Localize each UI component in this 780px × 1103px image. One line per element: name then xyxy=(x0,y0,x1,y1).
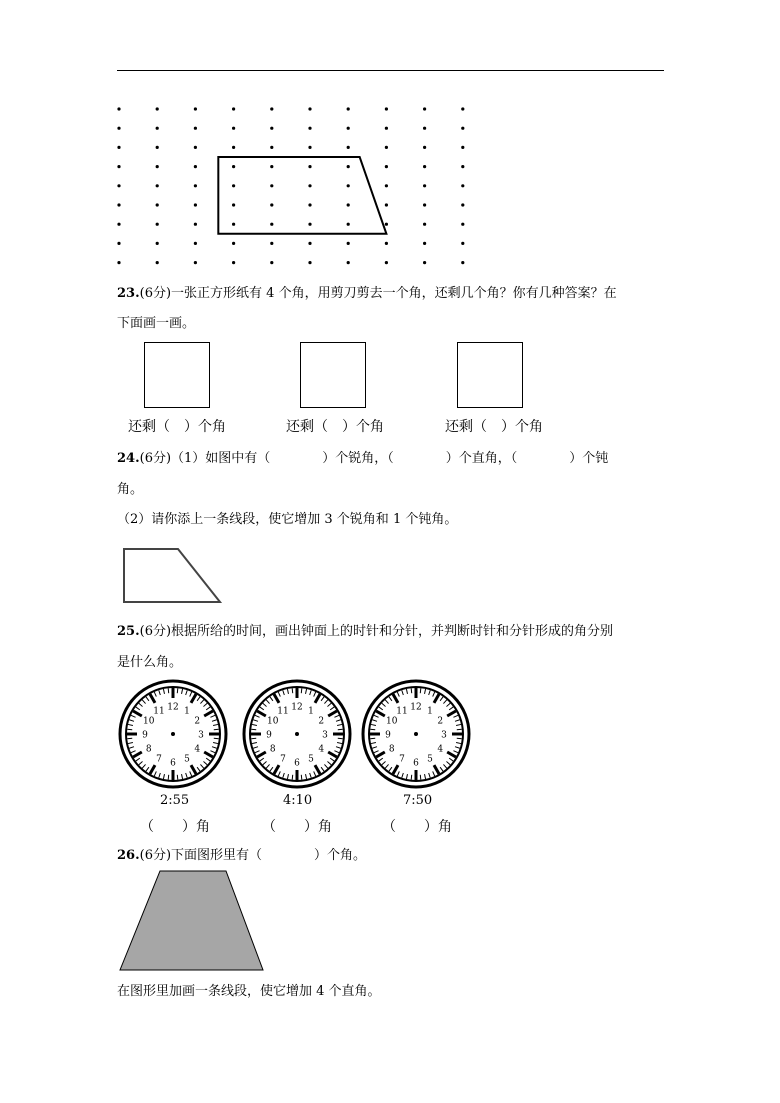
grid-dot xyxy=(117,223,120,226)
q26-trapezoid xyxy=(118,867,268,972)
clock-number: 7 xyxy=(156,754,162,765)
q24-text: (6分)（1）如图中有（ ）个锐角，（ ）个直角，（ ）个钝 xyxy=(139,451,609,466)
grid-dot xyxy=(117,165,120,168)
grid-dot xyxy=(270,242,273,245)
grid-dot xyxy=(385,223,388,226)
clock-number: 2 xyxy=(437,716,444,727)
clock-center-dot xyxy=(171,732,175,736)
grid-dot xyxy=(232,203,235,206)
grid-dot xyxy=(156,184,159,187)
grid-dot xyxy=(308,146,311,149)
minute-tick xyxy=(168,688,169,693)
grid-dot xyxy=(308,165,311,168)
grid-dot xyxy=(423,107,426,110)
grid-dot xyxy=(461,203,464,206)
clock-face-2 xyxy=(242,679,352,789)
clock-number: 5 xyxy=(184,754,190,765)
q26-line2: 在图形里加画一条线段，使它增加 4 个直角。 xyxy=(117,984,381,999)
minute-tick xyxy=(177,688,178,693)
minute-tick xyxy=(370,738,375,739)
minute-tick xyxy=(411,688,412,693)
clock-number: 5 xyxy=(308,754,314,765)
grid-dot xyxy=(461,184,464,187)
grid-dot xyxy=(117,146,120,149)
q25-answer-2: （ ）角 xyxy=(262,819,332,835)
minute-tick xyxy=(127,729,132,730)
grid-dot xyxy=(156,223,159,226)
clock-number: 10 xyxy=(267,716,279,727)
q25-text: (6分)根据所给的时间，画出钟面上的时针和分针，并判断时针和分针形成的角分别 xyxy=(139,624,614,639)
minute-tick xyxy=(214,729,219,730)
minute-tick xyxy=(177,775,178,780)
q25-answer-1: （ ）角 xyxy=(140,819,210,835)
clock-number: 1 xyxy=(427,706,433,717)
grid-dot xyxy=(308,223,311,226)
q24-line3: （2）请你添上一条线段，使它增加 3 个锐角和 1 个钝角。 xyxy=(117,512,458,527)
grid-dot xyxy=(385,242,388,245)
clock-number: 11 xyxy=(396,706,408,717)
grid-dot xyxy=(308,242,311,245)
minute-tick xyxy=(292,688,293,693)
grid-dot xyxy=(232,146,235,149)
grid-dot xyxy=(232,184,235,187)
grid-dot xyxy=(117,242,120,245)
clock-face-1 xyxy=(118,679,228,789)
time-label-2: 4:10 xyxy=(283,793,313,808)
clock-number: 7 xyxy=(399,754,405,765)
time-label-1: 2:55 xyxy=(160,793,190,808)
q24-line1 xyxy=(117,451,608,467)
q23-text: (6分)一张正方形纸有 4 个角，用剪刀剪去一个角，还剩几个角？你有几种答案？在 xyxy=(139,286,617,301)
grid-dot xyxy=(308,127,311,130)
clock-number: 3 xyxy=(322,730,328,741)
grid-dot xyxy=(270,127,273,130)
q24-number: 24. xyxy=(117,451,140,466)
clock-number: 3 xyxy=(198,730,204,741)
clock-number: 8 xyxy=(388,744,395,755)
minute-tick xyxy=(251,729,256,730)
grid-dot xyxy=(385,261,388,264)
grid-dot xyxy=(232,165,235,168)
clock-number: 8 xyxy=(145,744,152,755)
minute-tick xyxy=(292,775,293,780)
minute-tick xyxy=(168,775,169,780)
grid-dot xyxy=(270,165,273,168)
grid-dot xyxy=(423,261,426,264)
clock-number: 9 xyxy=(142,730,148,741)
square-3 xyxy=(457,342,523,408)
grid-dot xyxy=(347,223,350,226)
clock-number: 11 xyxy=(153,706,165,717)
grid-dot xyxy=(194,127,197,130)
clock-number: 12 xyxy=(167,702,179,713)
grid-dot xyxy=(117,127,120,130)
grid-dot xyxy=(156,165,159,168)
grid-dot xyxy=(156,146,159,149)
q25-line1 xyxy=(117,624,613,640)
minute-tick xyxy=(214,738,219,739)
grid-dot xyxy=(347,184,350,187)
q25-line2: 是什么角。 xyxy=(117,655,183,670)
minute-tick xyxy=(420,688,421,693)
grid-dot xyxy=(347,146,350,149)
grid-dot xyxy=(423,127,426,130)
grid-dot xyxy=(347,107,350,110)
q24-quadrilateral xyxy=(120,545,230,610)
minute-tick xyxy=(301,688,302,693)
q23-number: 23. xyxy=(117,286,140,301)
grid-dot xyxy=(308,107,311,110)
grid-dot xyxy=(232,261,235,264)
grid-dot xyxy=(385,203,388,206)
grid-dot xyxy=(308,261,311,264)
grid-dot xyxy=(156,242,159,245)
grid-dot xyxy=(347,261,350,264)
q23-answer-2: 还剩（ ）个角 xyxy=(286,419,384,435)
clock-number: 9 xyxy=(385,730,391,741)
clock-number: 1 xyxy=(308,706,314,717)
clock-number: 12 xyxy=(291,702,303,713)
grid-dot xyxy=(270,146,273,149)
clock-number: 10 xyxy=(386,716,398,727)
grid-dot xyxy=(194,203,197,206)
clock-center-dot xyxy=(295,732,299,736)
grid-dot xyxy=(308,203,311,206)
clock-face-3 xyxy=(361,679,471,789)
grid-dot xyxy=(232,107,235,110)
grid-dot xyxy=(270,107,273,110)
grid-dot xyxy=(423,184,426,187)
grid-dot xyxy=(232,127,235,130)
grid-dot xyxy=(232,223,235,226)
grid-dot xyxy=(347,165,350,168)
q26-number: 26. xyxy=(117,848,140,863)
grid-dot xyxy=(117,261,120,264)
clock-number: 6 xyxy=(294,758,300,769)
clock-number: 2 xyxy=(194,716,201,727)
minute-tick xyxy=(457,729,462,730)
grid-dot xyxy=(385,165,388,168)
grid-dot xyxy=(461,146,464,149)
grid-dot xyxy=(423,165,426,168)
grid-dot xyxy=(461,107,464,110)
header-rule xyxy=(117,70,664,71)
grid-dot xyxy=(423,223,426,226)
q24-line2: 角。 xyxy=(117,482,144,497)
grid-dot xyxy=(194,184,197,187)
q26-text: (6分)下面图形里有（ ）个角。 xyxy=(139,848,367,863)
grid-dot xyxy=(385,127,388,130)
clock-number: 11 xyxy=(277,706,289,717)
time-label-3: 7:50 xyxy=(403,793,433,808)
grid-dot xyxy=(461,223,464,226)
grid-dot xyxy=(194,261,197,264)
clock-number: 4 xyxy=(318,744,325,755)
q23-line2: 下面画一画。 xyxy=(117,316,196,331)
clock-number: 8 xyxy=(269,744,276,755)
minute-tick xyxy=(411,775,412,780)
grid-dot xyxy=(270,261,273,264)
q23-answer-3: 还剩（ ）个角 xyxy=(445,419,543,435)
clock-number: 5 xyxy=(427,754,433,765)
minute-tick xyxy=(251,738,256,739)
grid-dot xyxy=(194,165,197,168)
q23-answer-1: 还剩（ ）个角 xyxy=(128,419,226,435)
minute-tick xyxy=(127,738,132,739)
grid-dot xyxy=(461,165,464,168)
dot-grid-trapezoid xyxy=(218,157,386,234)
grid-dot xyxy=(423,146,426,149)
minute-tick xyxy=(457,738,462,739)
clock-number: 10 xyxy=(143,716,155,727)
dot-grid-figure xyxy=(110,100,470,260)
grid-dot xyxy=(156,261,159,264)
q25-number: 25. xyxy=(117,624,140,639)
square-1 xyxy=(144,342,210,408)
grid-dot xyxy=(385,107,388,110)
grid-dot xyxy=(423,203,426,206)
minute-tick xyxy=(370,729,375,730)
clock-center-dot xyxy=(414,732,418,736)
grid-dot xyxy=(385,184,388,187)
grid-dot xyxy=(156,107,159,110)
grid-dot xyxy=(347,127,350,130)
minute-tick xyxy=(338,738,343,739)
clock-number: 6 xyxy=(170,758,176,769)
minute-tick xyxy=(301,775,302,780)
grid-dot xyxy=(308,184,311,187)
square-2 xyxy=(300,342,366,408)
grid-dot xyxy=(194,146,197,149)
q23-line1 xyxy=(117,286,617,302)
grid-dot xyxy=(194,242,197,245)
grid-dot xyxy=(117,107,120,110)
minute-tick xyxy=(338,729,343,730)
grid-dot xyxy=(156,127,159,130)
grid-dot xyxy=(194,223,197,226)
clock-number: 6 xyxy=(413,758,419,769)
grid-dot xyxy=(117,184,120,187)
clock-number: 3 xyxy=(441,730,447,741)
grid-dot xyxy=(156,203,159,206)
grid-dot xyxy=(423,242,426,245)
grid-dot xyxy=(117,203,120,206)
grid-dot xyxy=(194,107,197,110)
grid-dot xyxy=(347,242,350,245)
grid-dot xyxy=(461,261,464,264)
grid-dot xyxy=(385,146,388,149)
grid-dot xyxy=(270,203,273,206)
grid-dot xyxy=(461,242,464,245)
grid-dot xyxy=(270,184,273,187)
clock-number: 4 xyxy=(194,744,201,755)
clock-number: 9 xyxy=(266,730,272,741)
clock-number: 4 xyxy=(437,744,444,755)
q25-answer-3: （ ）角 xyxy=(382,819,452,835)
grid-dot xyxy=(270,223,273,226)
grid-dot xyxy=(232,242,235,245)
clock-number: 7 xyxy=(280,754,286,765)
grid-dot xyxy=(461,127,464,130)
clock-number: 1 xyxy=(184,706,190,717)
clock-number: 12 xyxy=(410,702,422,713)
q26-line1 xyxy=(117,848,366,864)
minute-tick xyxy=(420,775,421,780)
clock-number: 2 xyxy=(318,716,325,727)
grid-dot xyxy=(347,203,350,206)
